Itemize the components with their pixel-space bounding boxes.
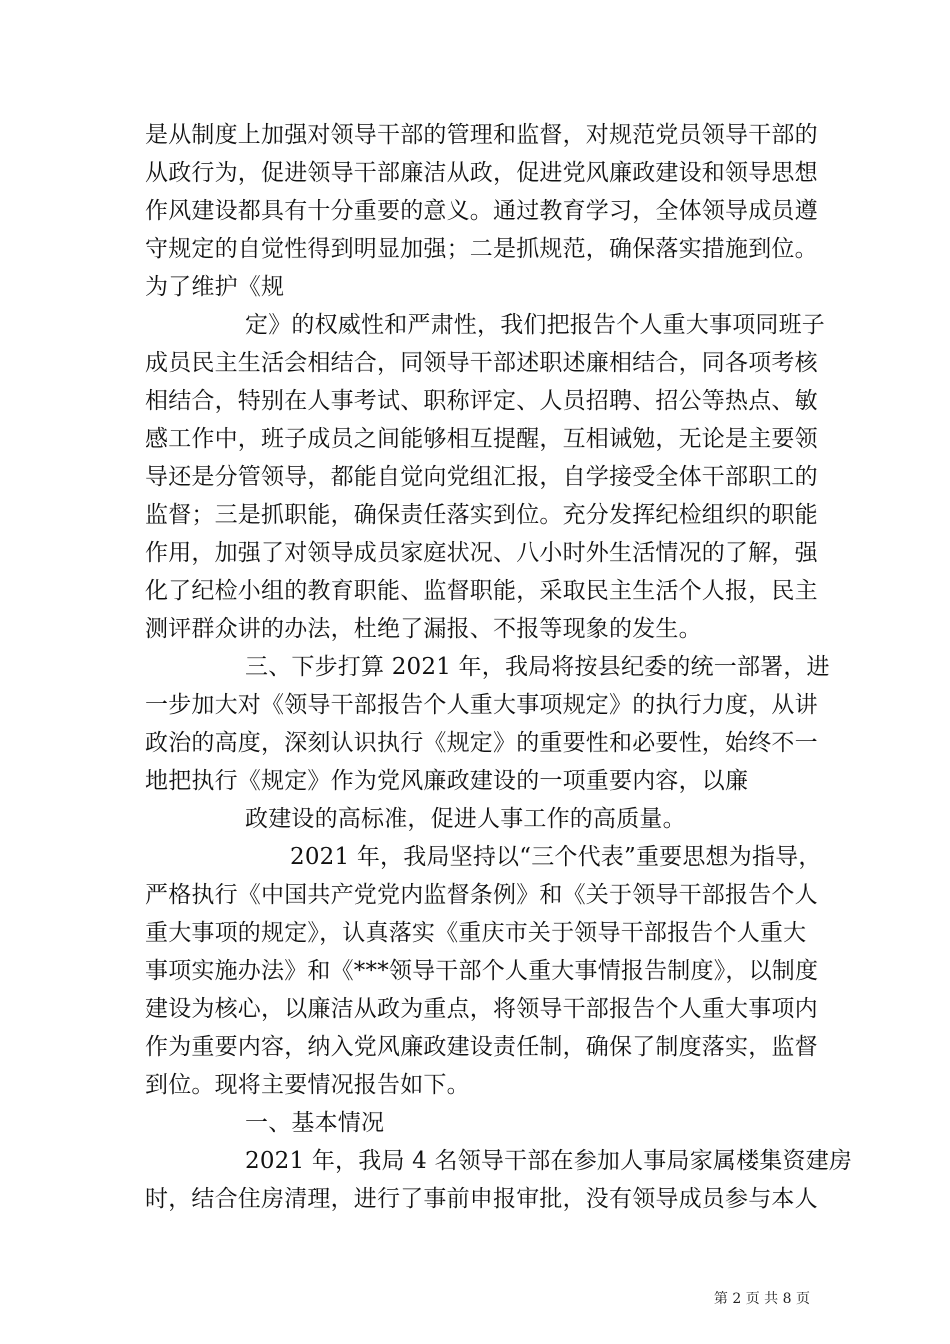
text-line: 监督；三是抓职能，确保责任落实到位。充分发挥纪检组织的职能 (145, 502, 818, 528)
text-line: 化了纪检小组的教育职能、监督职能，采取民主生活个人报，民主 (145, 578, 818, 604)
text-line: 建设为核心，以廉洁从政为重点，将领导干部报告个人重大事项内 (145, 996, 818, 1022)
page-number: 第 2 页 共 8 页 (713, 1291, 810, 1307)
text-line: 一步加大对《领导干部报告个人重大事项规定》的执行力度，从讲 (145, 692, 818, 718)
text-line: 政建设的高标准，促进人事工作的高质量。 (245, 806, 686, 832)
text-line: 2021 年，我局坚持以“三个代表”重要思想为指导， (290, 844, 822, 870)
text-line: 事项实施办法》和《***领导干部个人重大事情报告制度》，以制度 (145, 958, 819, 984)
text-line: 守规定的自觉性得到明显加强；二是抓规范，确保落实措施到位。 (145, 236, 818, 262)
text-line: 定》的权威性和严肃性，我们把报告个人重大事项同班子 (245, 312, 825, 338)
text-line: 为了维护《规 (145, 274, 285, 300)
text-line: 是从制度上加强对领导干部的管理和监督，对规范党员领导干部的 (145, 122, 818, 148)
text-line: 成员民主生活会相结合，同领导干部述职述廉相结合，同各项考核 (145, 350, 818, 376)
text-line: 感工作中，班子成员之间能够相互提醒，互相诫勉，无论是主要领 (145, 426, 818, 452)
text-line: 政治的高度，深刻认识执行《规定》的重要性和必要性，始终不一 (145, 730, 818, 756)
text-line: 时，结合住房清理，进行了事前申报审批，没有领导成员参与本人 (145, 1186, 818, 1212)
text-line: 作为重要内容，纳入党风廉政建设责任制，确保了制度落实，监督 (145, 1034, 818, 1060)
text-line: 作风建设都具有十分重要的意义。通过教育学习，全体领导成员遵 (145, 198, 818, 224)
text-line: 重大事项的规定》，认真落实《重庆市关于领导干部报告个人重大 (145, 920, 807, 946)
text-line: 地把执行《规定》作为党风廉政建设的一项重要内容，以廉 (145, 768, 749, 794)
text-line: 到位。现将主要情况报告如下。 (145, 1072, 470, 1098)
text-line: 测评群众讲的办法，杜绝了漏报、不报等现象的发生。 (145, 616, 702, 642)
text-line: 相结合，特别在人事考试、职称评定、人员招聘、招公等热点、敏 (145, 388, 818, 414)
section-heading: 一、基本情况 (245, 1110, 385, 1136)
text-line: 三、下步打算 2021 年，我局将按县纪委的统一部署，进 (245, 654, 830, 680)
text-line: 作用，加强了对领导成员家庭状况、八小时外生活情况的了解，强 (145, 540, 818, 566)
text-line: 2021 年，我局 4 名领导干部在参加人事局家属楼集资建房 (245, 1148, 853, 1174)
text-line: 严格执行《中国共产党党内监督条例》和《关于领导干部报告个人 (145, 882, 818, 908)
text-line: 从政行为，促进领导干部廉洁从政，促进党风廉政建设和领导思想 (145, 160, 818, 186)
text-line: 导还是分管领导，都能自觉向党组汇报，自学接受全体干部职工的 (145, 464, 818, 490)
